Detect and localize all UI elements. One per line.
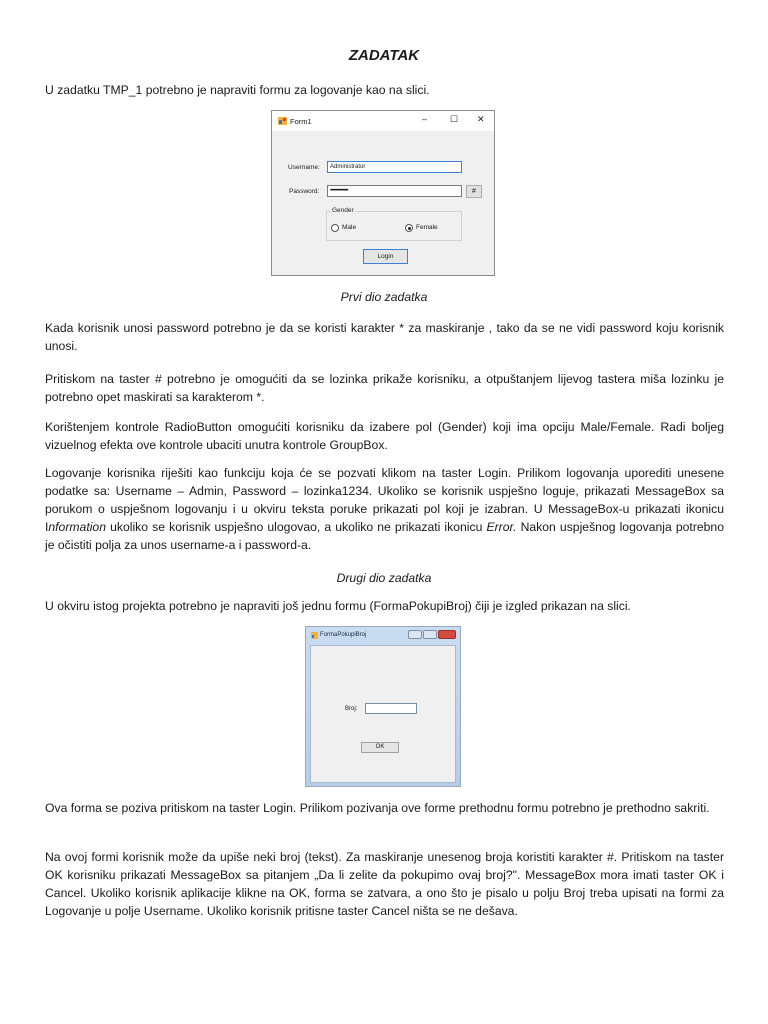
- form1-window: [271, 110, 495, 276]
- female-label: Female: [416, 224, 438, 231]
- form-app-icon: [311, 632, 318, 639]
- gender-groupbox: [326, 207, 462, 241]
- paragraph-login-logic: Logovanje korisnika riješiti kao funkciju koja će se pozvati klikom na taster Login. Prilikom logovanja uporediti unesene podatke sa: Username – Admin, Password – lozinka1234. Ukoliko se korisnik uspješno loguje, prikazati MessageBox sa porukom o uspješnom logovanju i u okviru teksta poruke prikazati pol koji je izabran. U MessageBox-u prikazati ikonicu Information ukoliko se korisnik uspješno ulogovao, a ukoliko ne prikazati ikonicu Error. Nakon uspješnog logovanja potrebno je očistiti polja za unos username-a i password-a.: [45, 466, 724, 552]
- paragraph-number-masking: Na ovoj formi korisnik može da upiše neki broj (tekst). Za maskiranje unesenog broja koristiti karakter #. Pritiskom na taster OK korisniku prikazati MessageBox sa pitanjem „Da li zelite da pokupimo ovaj broj?". MessageBox mora imati taster OK i Cancel. Ukoliko korisnik aplikacije klikne na OK, forma se zatvara, a ono što je pisalo u polju Broj treba upisati na formi za Logovanje u polje Username. Ukoliko korisnik pritisne taster Cancel ništa se ne dešava.: [45, 850, 724, 918]
- form2-client-area: [310, 645, 456, 783]
- maximize-button[interactable]: [423, 630, 437, 639]
- paragraph-gender-radio: Korištenjem kontrole RadioButton omogućiti korisniku da izabere pol (Gender) koji ima opciju Male/Female. Radi boljeg vizuelnog efekta ove kontrole ubaciti unutra kontrole GroupBox.: [45, 420, 724, 452]
- ok-button[interactable]: OK: [361, 742, 399, 753]
- male-label: Male: [342, 224, 357, 231]
- broj-label: Broj:: [345, 706, 358, 712]
- close-button[interactable]: ✕: [477, 114, 485, 124]
- broj-field[interactable]: [365, 703, 417, 714]
- maximize-button[interactable]: ☐: [450, 114, 459, 124]
- paragraph-form-call: Ova forma se poziva pritiskom na taster Login. Prilikom pozivanja ove forme prethodnu formu potrebno je prethodno sakriti.: [45, 801, 710, 815]
- form2-title: FormaPokupiBroj: [320, 632, 367, 638]
- page-title: ZADATAK: [348, 47, 420, 64]
- female-radio[interactable]: [405, 224, 413, 232]
- paragraph-show-password: Pritiskom na taster # potrebno je omogućiti da se lozinka prikaže korisniku, a otpuštanjem lijevog tastera miša lozinku je potrebno opet maskirati sa karakterom *.: [45, 372, 724, 404]
- password-label: Password:: [289, 188, 320, 195]
- username-label: Username:: [288, 164, 320, 171]
- caption-part-one: Prvi dio zadatka: [340, 290, 428, 304]
- form1-titlebar: [272, 111, 494, 131]
- login-button[interactable]: Login: [363, 249, 408, 264]
- close-button[interactable]: [438, 630, 456, 639]
- male-radio[interactable]: [331, 224, 339, 232]
- caption-part-two: Drugi dio zadatka: [336, 571, 432, 585]
- username-field[interactable]: Administrator: [327, 161, 462, 173]
- show-password-button[interactable]: #: [466, 185, 482, 198]
- minimize-button[interactable]: –: [422, 114, 428, 124]
- form-app-icon: [278, 117, 287, 125]
- minimize-button[interactable]: [408, 630, 422, 639]
- forma-pokupi-broj-window: [305, 626, 461, 787]
- paragraph-second-form: U okviru istog projekta potrebno je napraviti još jednu formu (FormaPokupiBroj) čiji je izgled prikazan na slici.: [45, 599, 631, 613]
- form1-title: Form1: [290, 117, 312, 126]
- intro-paragraph: U zadatku TMP_1 potrebno je napraviti formu za logovanje kao na slici.: [45, 83, 430, 97]
- form2-titlebar: [306, 627, 460, 645]
- password-field[interactable]: ••••••••••••••••: [327, 185, 462, 197]
- gender-group-label: Gender: [332, 207, 354, 214]
- paragraph-password-masking: Kada korisnik unosi password potrebno je da se koristi karakter * za maskiranje , tako da se ne vidi password koju korisnik unosi.: [45, 321, 724, 353]
